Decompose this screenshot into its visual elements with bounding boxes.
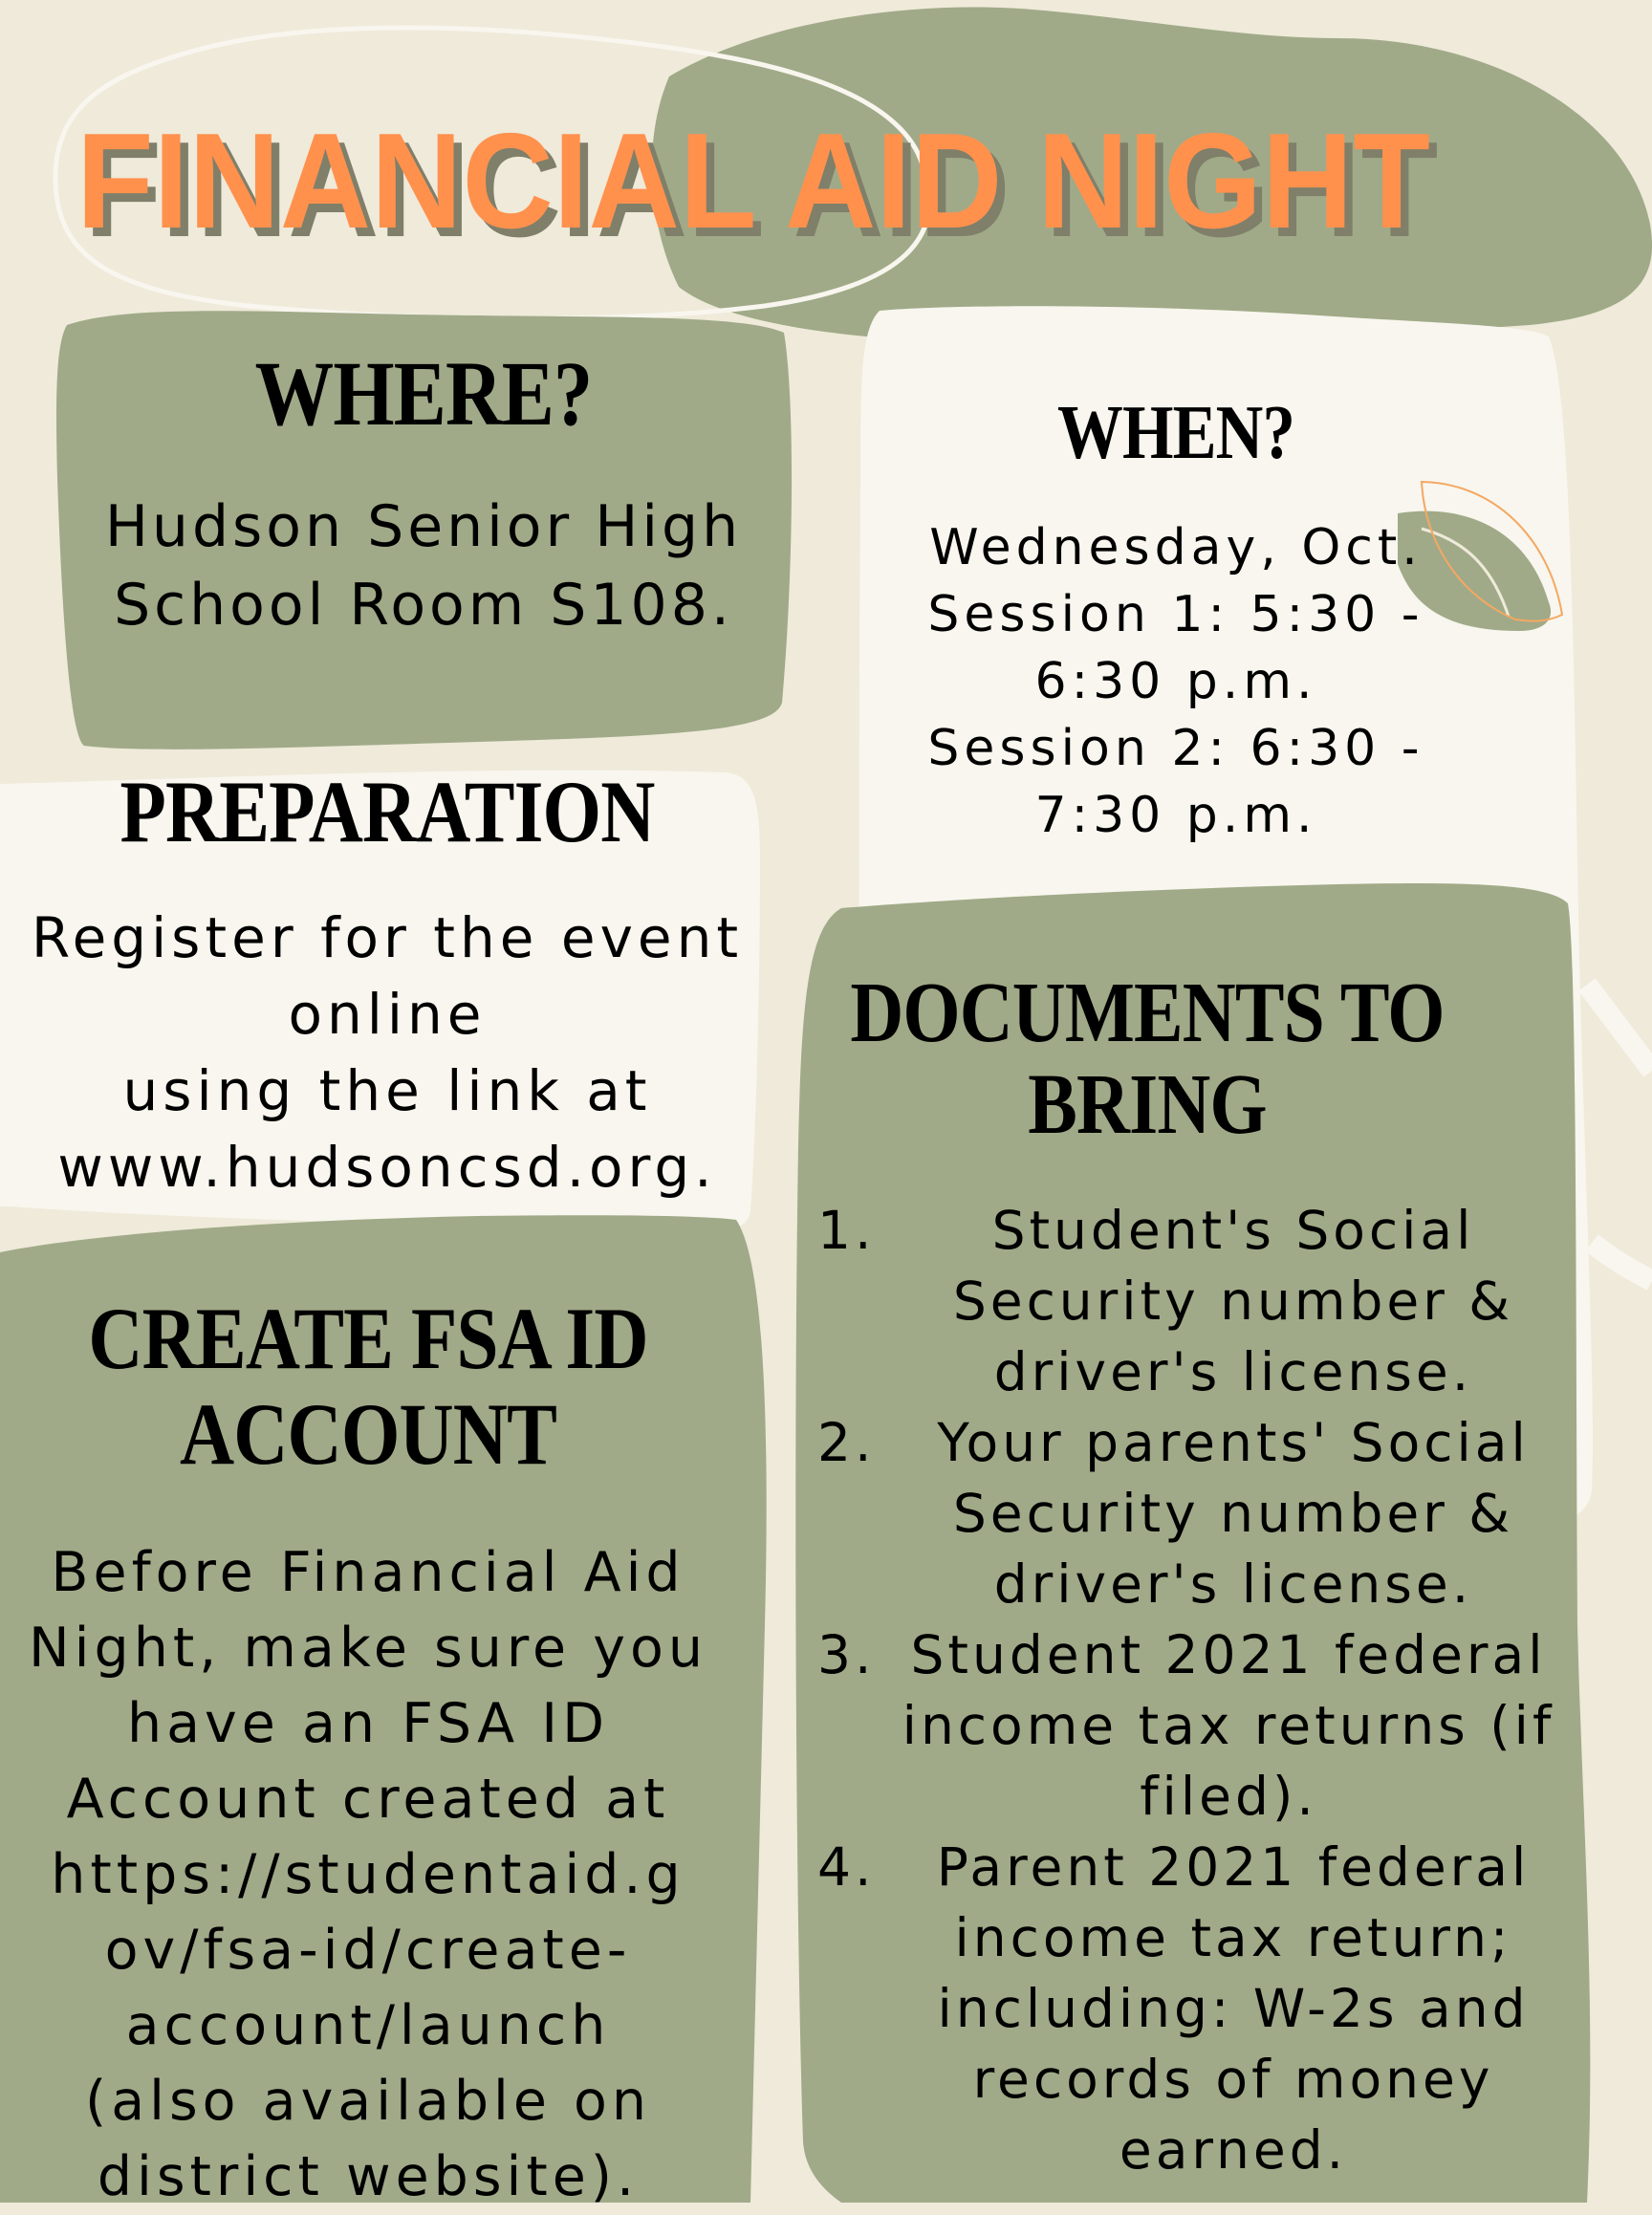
fsa-link[interactable]: https://studentaid.g bbox=[51, 1843, 685, 1906]
fsa-heading-line: CREATE FSA ID bbox=[88, 1290, 648, 1387]
documents-heading bbox=[839, 967, 1456, 1151]
preparation-heading: PREPARATION bbox=[120, 763, 655, 860]
document-item-line: filed). bbox=[1140, 1766, 1317, 1827]
fsa-line: (also available on bbox=[84, 2070, 652, 2133]
when-section bbox=[870, 392, 1482, 849]
preparation-details bbox=[0, 900, 774, 1205]
document-item-line: Student's Social bbox=[991, 1200, 1475, 1261]
document-item bbox=[817, 1619, 1573, 1832]
fsa-section bbox=[0, 1291, 736, 2215]
document-item bbox=[817, 1195, 1573, 1407]
document-item-line: income tax return; bbox=[954, 1907, 1512, 1968]
fsa-line: Account created at bbox=[66, 1768, 670, 1831]
fsa-line: Before Financial Aid bbox=[51, 1541, 685, 1604]
documents-list bbox=[817, 1195, 1573, 2185]
when-session-1: Session 1: 5:30 - bbox=[927, 586, 1424, 644]
branch-line bbox=[1592, 1243, 1652, 1281]
document-item-line: driver's license. bbox=[993, 1553, 1473, 1615]
fsa-line: district website). bbox=[97, 2145, 640, 2208]
when-session-1-end: 6:30 p.m. bbox=[1034, 653, 1317, 711]
document-item-number: 2. bbox=[817, 1412, 876, 1473]
document-item-number: 1. bbox=[817, 1200, 876, 1261]
fsa-link[interactable]: account/launch bbox=[125, 1994, 611, 2057]
preparation-line: using the link at bbox=[122, 1058, 652, 1124]
where-heading: WHERE? bbox=[254, 342, 593, 445]
fsa-heading bbox=[52, 1291, 685, 1482]
where-line: School Room S108. bbox=[114, 571, 733, 639]
poster-title: FINANCIAL AID NIGHT bbox=[76, 105, 1430, 257]
when-date: Wednesday, Oct. bbox=[929, 519, 1423, 577]
document-item-line: records of money bbox=[972, 2049, 1494, 2110]
fsa-line: have an FSA ID bbox=[127, 1692, 609, 1755]
documents-heading-line: BRING bbox=[1028, 1057, 1267, 1152]
where-section bbox=[54, 344, 793, 644]
preparation-line: Register for the event bbox=[31, 905, 744, 971]
document-item-line: Security number & bbox=[952, 1483, 1514, 1544]
document-item bbox=[817, 1832, 1573, 2185]
fsa-line: Night, make sure you bbox=[29, 1617, 707, 1680]
document-item-line: Student 2021 federal bbox=[910, 1624, 1547, 1685]
fsa-details bbox=[0, 1535, 736, 2215]
documents-heading-line: DOCUMENTS TO bbox=[850, 966, 1445, 1060]
fsa-link[interactable]: ov/fsa-id/create- bbox=[104, 1919, 632, 1982]
registration-link[interactable]: www.hudsoncsd.org. bbox=[57, 1135, 717, 1201]
when-session-2: Session 2: 6:30 - bbox=[927, 720, 1424, 778]
where-details bbox=[54, 488, 793, 644]
fsa-heading-line: ACCOUNT bbox=[180, 1385, 556, 1483]
document-item-line: earned. bbox=[1119, 2119, 1348, 2181]
where-line: Hudson Senior High bbox=[104, 492, 743, 560]
document-item-line: including: W-2s and bbox=[937, 1978, 1530, 2039]
documents-section bbox=[817, 967, 1573, 2185]
when-details bbox=[870, 514, 1482, 849]
document-item-number: 3. bbox=[817, 1624, 876, 1685]
when-session-2-end: 7:30 p.m. bbox=[1034, 787, 1317, 845]
document-item-line: Security number & bbox=[952, 1270, 1514, 1332]
document-item-line: income tax returns (if bbox=[902, 1695, 1555, 1756]
preparation-section bbox=[0, 765, 774, 1205]
document-item-line: driver's license. bbox=[993, 1341, 1473, 1402]
document-item bbox=[817, 1407, 1573, 1619]
document-item-number: 4. bbox=[817, 1836, 876, 1898]
document-item-line: Your parents' Social bbox=[937, 1412, 1530, 1473]
when-heading: WHEN? bbox=[1056, 391, 1294, 475]
branch-line bbox=[1587, 985, 1652, 1071]
preparation-line: online bbox=[288, 982, 487, 1048]
document-item-line: Parent 2021 federal bbox=[936, 1836, 1531, 1898]
